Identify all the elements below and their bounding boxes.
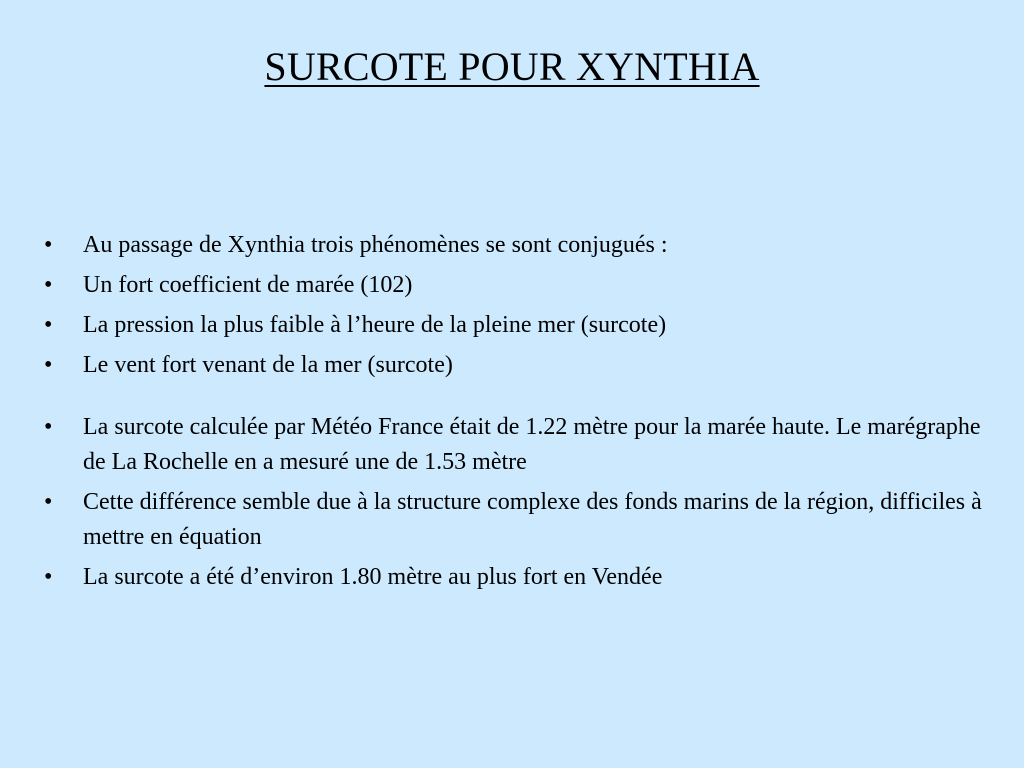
bullet-icon: •	[44, 232, 53, 258]
bullet-icon: •	[44, 312, 53, 338]
bullet-text: Cette différence semble due à la structure complexe des fonds marins de la région, difficiles à mettre en équation	[83, 489, 982, 550]
bullet-item	[44, 560, 994, 595]
bullet-text: Le vent fort venant de la mer (surcote)	[83, 352, 453, 378]
bullet-text: Au passage de Xynthia trois phénomènes se sont conjugués :	[83, 232, 668, 258]
bullet-text: La pression la plus faible à l’heure de la pleine mer (surcote)	[83, 312, 667, 338]
bullet-text: Un fort coefficient de marée (102)	[83, 272, 413, 298]
bullet-icon: •	[44, 489, 53, 515]
bullet-icon: •	[44, 272, 53, 298]
bullet-item	[44, 268, 994, 303]
bullet-icon: •	[44, 414, 53, 440]
bullet-item	[44, 410, 994, 480]
slide-title: SURCOTE POUR XYNTHIA	[264, 44, 760, 89]
bullet-item	[44, 228, 994, 263]
bullet-item	[44, 348, 994, 383]
bullet-item	[44, 308, 994, 343]
bullet-text: La surcote a été d’environ 1.80 mètre au plus fort en Vendée	[83, 564, 663, 590]
bullet-item	[44, 485, 994, 555]
bullet-icon: •	[44, 564, 53, 590]
bullet-text: La surcote calculée par Météo France était de 1.22 mètre pour la marée haute. Le marégraphe de La Rochelle en a mesuré une de 1.53 mètre	[83, 414, 981, 475]
bullet-list	[44, 228, 994, 600]
bullet-icon: •	[44, 352, 53, 378]
